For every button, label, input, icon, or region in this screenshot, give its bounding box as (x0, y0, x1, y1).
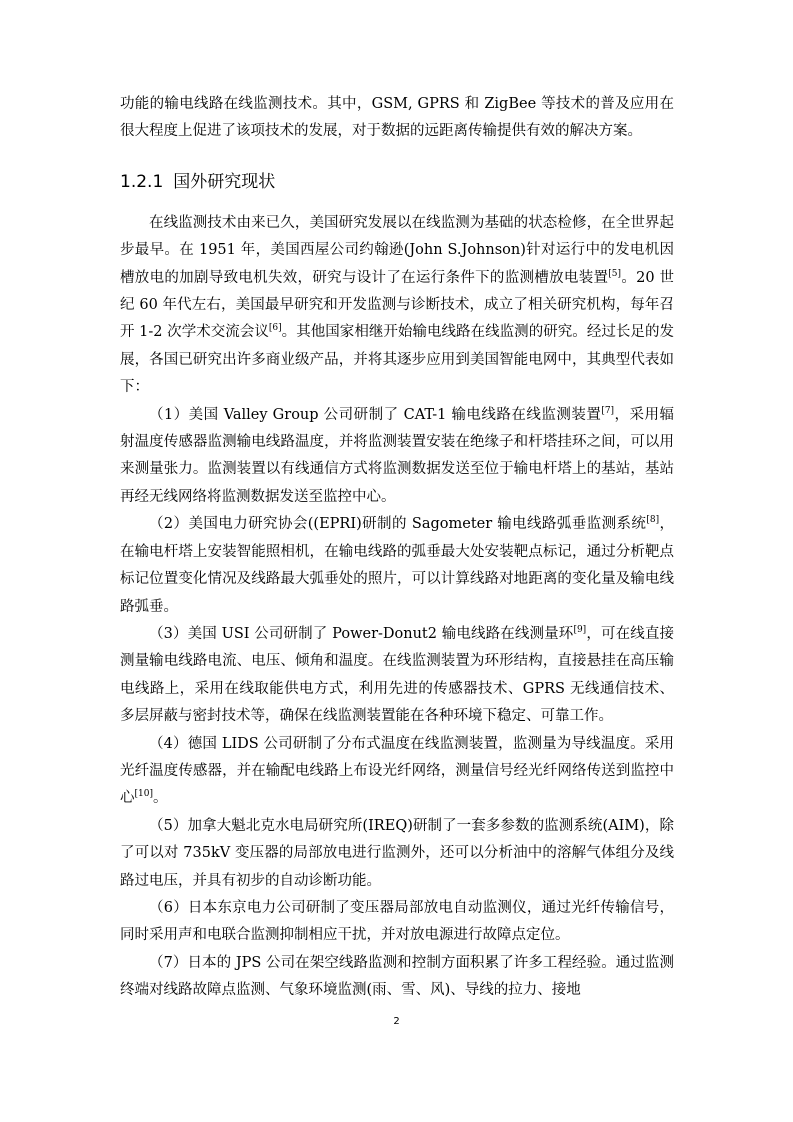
citation: [9] (573, 624, 587, 635)
section-title: 国外研究现状 (173, 171, 276, 192)
paragraph-text: ，可在线直接测量输电线路电流、电压、倾角和温度。在线监测装置为环形结构，直接悬挂在高压输电线路上，采用在线取能供电方式，利用先进的传感器技术、GPRS 无线通信技术、多层屏蔽与密封技术等，确保在线监测装置能在各种环境下稳定、可靠工作。 (120, 625, 674, 725)
paragraph-text: ，采用辐射温度传感器监测输电线路温度，并将监测装置安装在绝缘子和杆塔挂环之间，可以用来测量张力。监测装置以有线通信方式将监测数据发送至位于输电杆塔上的基站，基站再经无线网络将监测数据发送至监控中心。 (120, 406, 675, 505)
paragraph-text: （1）美国 Valley Group 公司研制了 CAT-1 输电线路在线监测装置 (149, 406, 602, 423)
paragraph-text: （5）加拿大魁北克水电局研究所(IREQ)研制了一套多参数的监测系统(AIM)，除了可以对 735kV 变压器的局部放电进行监测外，还可以分析油中的溶解气体组分及线路过电压，并具有初步的自动诊断功能。 (120, 817, 674, 889)
paragraph-text: （4）德国 LIDS 公司研制了分布式温度在线监测装置，监测量为导线温度。采用光纤温度传感器，并在输配电线路上布设光纤网络，测量信号经光纤网络传送到监控中心 (120, 735, 674, 807)
section-heading (120, 168, 674, 196)
paragraph-item-7 (120, 950, 674, 1005)
paragraph-text: 。其他国家相继开始输电线路在线监测的研究。经过长足的发展，各国已研究出许多商业级产品，并将其逐步应用到美国智能电网中，其典型代表如下： (120, 324, 674, 396)
paragraph-text: 。20 世纪 60 年代左右，美国最早研究和开发监测与诊断技术，成立了相关研究机构，每年召开 1-2 次学术交流会议 (120, 269, 674, 341)
paragraph-item-6 (120, 895, 674, 950)
page-body (120, 91, 674, 1005)
paragraph-item-5 (120, 813, 674, 895)
citation: [5] (608, 268, 622, 279)
paragraph-item-2 (120, 511, 674, 621)
citation: [7] (601, 405, 615, 416)
paragraph-text: ，在输电杆塔上安装智能照相机，在输电线路的弧垂最大处安装靶点标记，通过分析靶点标记位置变化情况及线路最大弧垂处的照片，可以计算线路对地距离的变化量及输电线路弧垂。 (120, 516, 674, 615)
citation: [10] (134, 789, 153, 800)
paragraph-item-3 (120, 621, 674, 731)
paragraph-text: 在线监测技术由来已久，美国研究发展以在线监测为基础的状态检修，在全世界起步最早。在 1951 年，美国西屋公司约翰逊(John S.Johnson)针对运行中的发电机因槽放电的加剧导致电机失效，研究与设计了在运行条件下的监测槽放电装置 (120, 214, 674, 286)
paragraph-item-4 (120, 731, 674, 813)
section-number: 1.2.1 (120, 171, 164, 192)
paragraph-overview (120, 210, 674, 402)
paragraph-text: （6）日本东京电力公司研制了变压器局部放电自动监测仪，通过光纤传输信号，同时采用声和电联合监测抑制相应干扰，并对放电源进行故障点定位。 (120, 899, 674, 944)
paragraph-item-1 (120, 402, 674, 512)
paragraph-text: （2）美国电力研究协会((EPRI)研制的 Sagometer 输电线路弧垂监测系统 (149, 516, 647, 533)
citation: [8] (646, 515, 660, 526)
paragraph-text: （7）日本的 JPS 公司在架空线路监测和控制方面积累了许多工程经验。通过监测终端对线路故障点监测、气象环境监测(雨、雪、风)、导线的拉力、接地 (120, 954, 674, 999)
citation: [6] (268, 323, 282, 334)
page-number: 2 (393, 1016, 400, 1027)
paragraph-text: 。 (152, 790, 168, 807)
paragraph-text: （3）美国 USI 公司研制了 Power-Donut2 输电线路在线测量环 (149, 625, 574, 642)
intro-paragraph: 功能的输电线路在线监测技术。其中，GSM, GPRS 和 ZigBee 等技术的普及应用在很大程度上促进了该项技术的发展，对于数据的远距离传输提供有效的解决方案。 (120, 96, 674, 140)
